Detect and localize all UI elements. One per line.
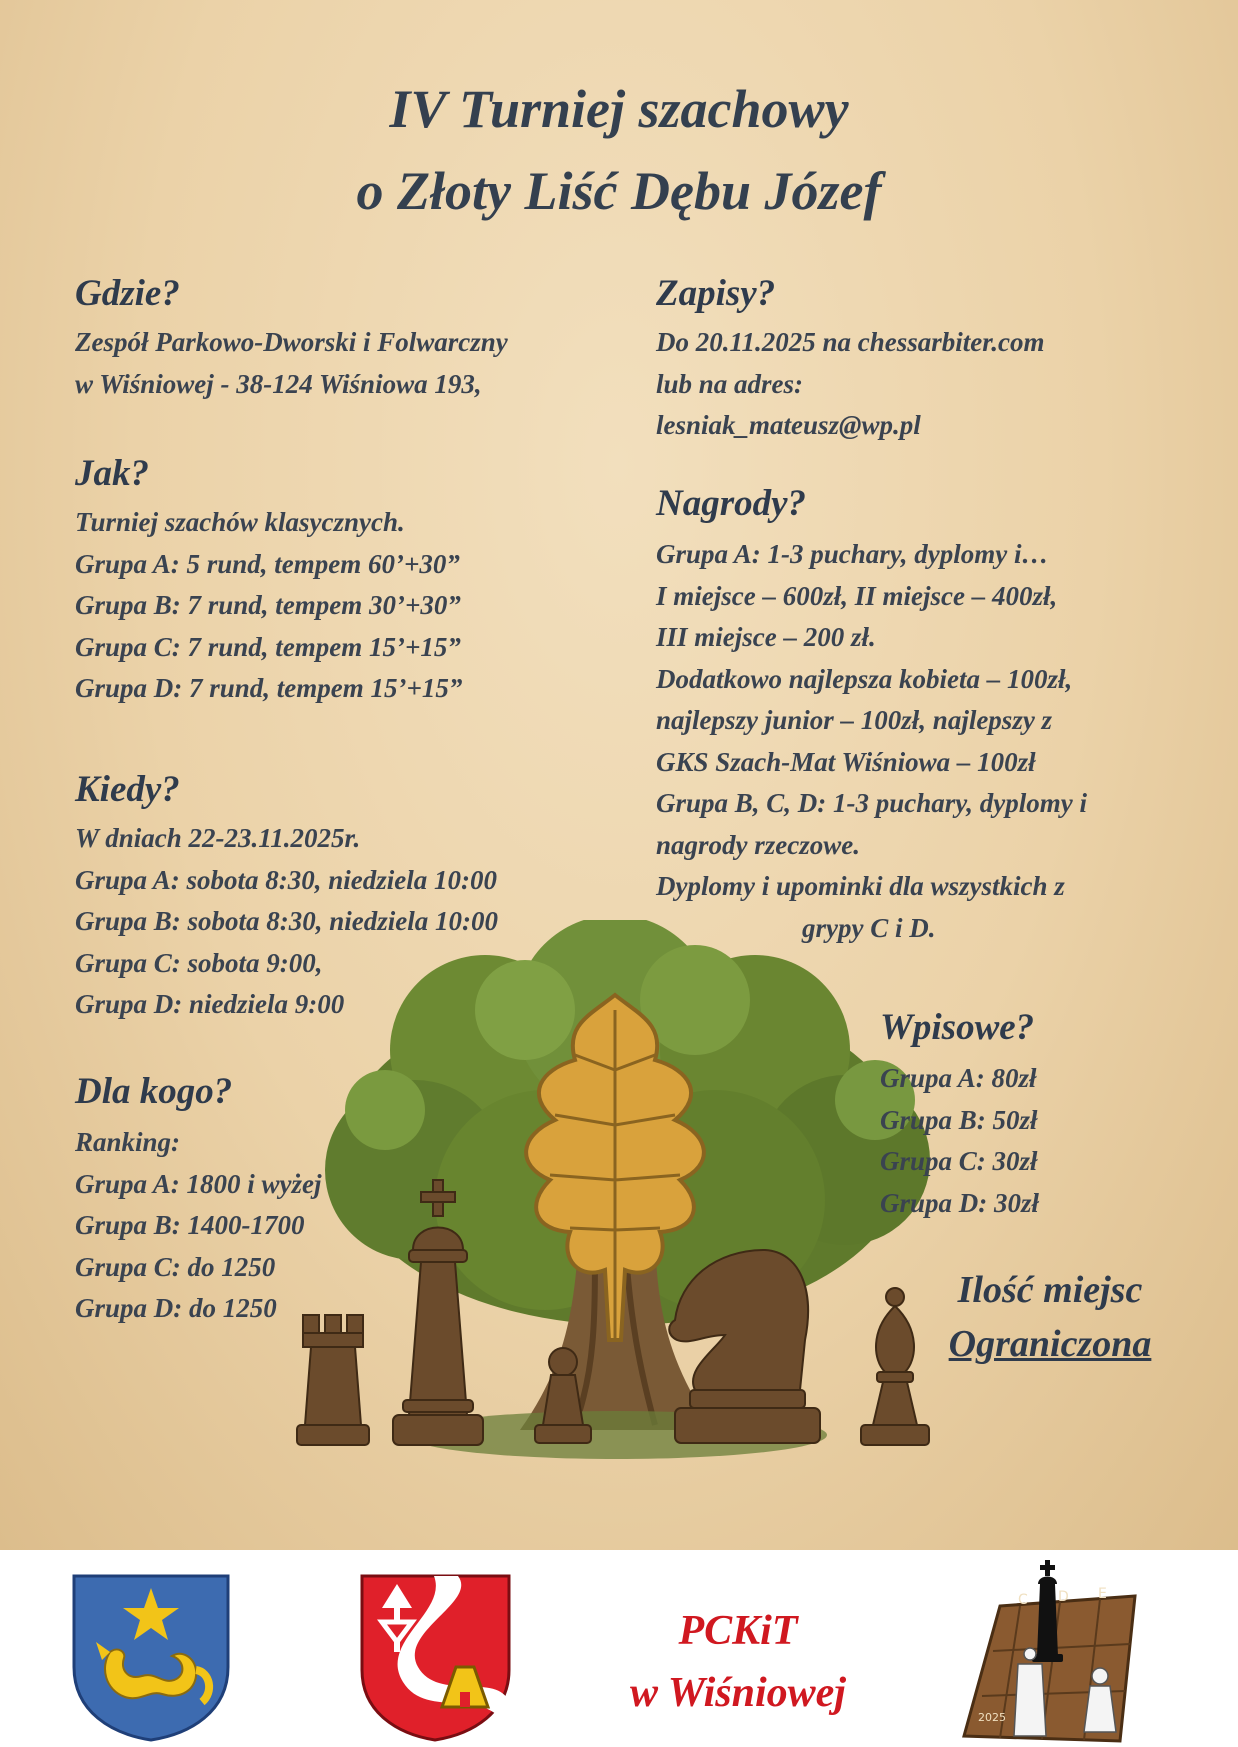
heading-nagrody: Nagrody? bbox=[656, 483, 807, 524]
title-line-1: IV Turniej szachowy bbox=[389, 79, 849, 139]
nagrody-line: GKS Szach-Mat Wiśniowa – 100zł bbox=[656, 746, 1036, 777]
heading-gdzie: Gdzie? bbox=[75, 273, 180, 314]
wpisowe-text bbox=[880, 1058, 1039, 1224]
gdzie-line: w Wiśniowej - 38-124 Wiśniowa 193, bbox=[75, 368, 482, 399]
dla-kogo-line: Grupa C: do 1250 bbox=[75, 1251, 276, 1282]
nagrody-line: Grupa B, C, D: 1-3 puchary, dyplomy i bbox=[656, 788, 1087, 818]
kiedy-line: Grupa D: niedziela 9:00 bbox=[75, 989, 345, 1019]
nagrody-line: nagrody rzeczowe. bbox=[656, 829, 860, 860]
gdzie-text bbox=[75, 322, 508, 405]
heading-kiedy: Kiedy? bbox=[75, 769, 180, 810]
pckit-logo-line-2: w Wiśniowej bbox=[630, 1670, 846, 1716]
nagrody-line: Grupa A: 1-3 puchary, dyplomy i… bbox=[656, 539, 1049, 569]
nagrody-line: Dyplomy i upominki dla wszystkich z bbox=[656, 871, 1065, 901]
dla-kogo-line: Grupa B: 1400-1700 bbox=[75, 1210, 305, 1240]
jak-line: Grupa B: 7 rund, tempem 30’+30” bbox=[75, 590, 461, 620]
kiedy-text bbox=[75, 818, 498, 1026]
kiedy-line: Grupa A: sobota 8:30, niedziela 10:00 bbox=[75, 864, 498, 895]
heading-dla-kogo: Dla kogo? bbox=[75, 1071, 233, 1112]
jak-text bbox=[75, 502, 462, 710]
kiedy-line: Grupa C: sobota 9:00, bbox=[75, 947, 323, 978]
limited-seats-line-2: Ograniczona bbox=[948, 1323, 1152, 1365]
wpisowe-line: Grupa C: 30zł bbox=[880, 1146, 1038, 1176]
nagrody-line: najlepszy junior – 100zł, najlepszy z bbox=[656, 705, 1053, 735]
nagrody-line: III miejsce – 200 zł. bbox=[656, 622, 876, 652]
zapisy-line: lub na adres: bbox=[656, 368, 804, 399]
jak-line: Grupa A: 5 rund, tempem 60’+30” bbox=[75, 548, 460, 579]
zapisy-line: Do 20.11.2025 na chessarbiter.com bbox=[656, 327, 1045, 357]
dla-kogo-line: Grupa D: do 1250 bbox=[75, 1293, 277, 1323]
limited-seats-line-1: Ilość miejsc bbox=[957, 1269, 1143, 1311]
rook-piece-icon bbox=[297, 1315, 369, 1445]
heading-wpisowe: Wpisowe? bbox=[880, 1007, 1035, 1048]
chess-logo-letter: E bbox=[1098, 1586, 1107, 1602]
chess-club-logo-icon bbox=[960, 1556, 1140, 1744]
gdzie-line: Zespół Parkowo-Dworski i Folwarczny bbox=[75, 327, 508, 357]
chess-logo-letter: D bbox=[1058, 1589, 1069, 1605]
nagrody-line: grypy C i D. bbox=[802, 912, 936, 943]
heading-zapisy: Zapisy? bbox=[656, 273, 776, 314]
wpisowe-line: Grupa D: 30zł bbox=[880, 1187, 1040, 1218]
footer bbox=[0, 1550, 1238, 1747]
coat-of-arms-dragon-icon bbox=[70, 1572, 232, 1742]
zapisy-line: lesniak_mateusz@wp.pl bbox=[656, 410, 921, 440]
zapisy-text bbox=[656, 322, 1045, 447]
kiedy-line: Grupa B: sobota 8:30, niedziela 10:00 bbox=[75, 906, 499, 936]
dla-kogo-line: Grupa A: 1800 i wyżej bbox=[75, 1168, 322, 1199]
nagrody-line: I miejsce – 600zł, II miejsce – 400zł, bbox=[656, 580, 1058, 611]
kiedy-line: W dniach 22-23.11.2025r. bbox=[75, 823, 361, 853]
jak-line: Grupa C: 7 rund, tempem 15’+15” bbox=[75, 631, 461, 662]
pckit-logo bbox=[608, 1600, 868, 1724]
wpisowe-line: Grupa A: 80zł bbox=[880, 1063, 1037, 1093]
wpisowe-line: Grupa B: 50zł bbox=[880, 1104, 1038, 1135]
coat-of-arms-red-icon bbox=[358, 1572, 513, 1742]
chess-logo-year: 2025 bbox=[978, 1711, 1006, 1724]
chess-logo-letter: C bbox=[1018, 1592, 1028, 1608]
dla-kogo-text bbox=[75, 1122, 322, 1330]
bishop-piece-icon bbox=[861, 1288, 929, 1445]
dla-kogo-line: Ranking: bbox=[75, 1127, 181, 1157]
title-line-2: o Złoty Liść Dębu Józef bbox=[356, 161, 882, 221]
nagrody-text bbox=[656, 534, 1087, 949]
jak-line: Grupa D: 7 rund, tempem 15’+15” bbox=[75, 673, 463, 703]
nagrody-line: Dodatkowo najlepsza kobieta – 100zł, bbox=[656, 663, 1073, 694]
pckit-logo-line-1: PCKiT bbox=[678, 1608, 798, 1654]
heading-jak: Jak? bbox=[75, 453, 149, 494]
jak-line: Turniej szachów klasycznych. bbox=[75, 507, 405, 537]
